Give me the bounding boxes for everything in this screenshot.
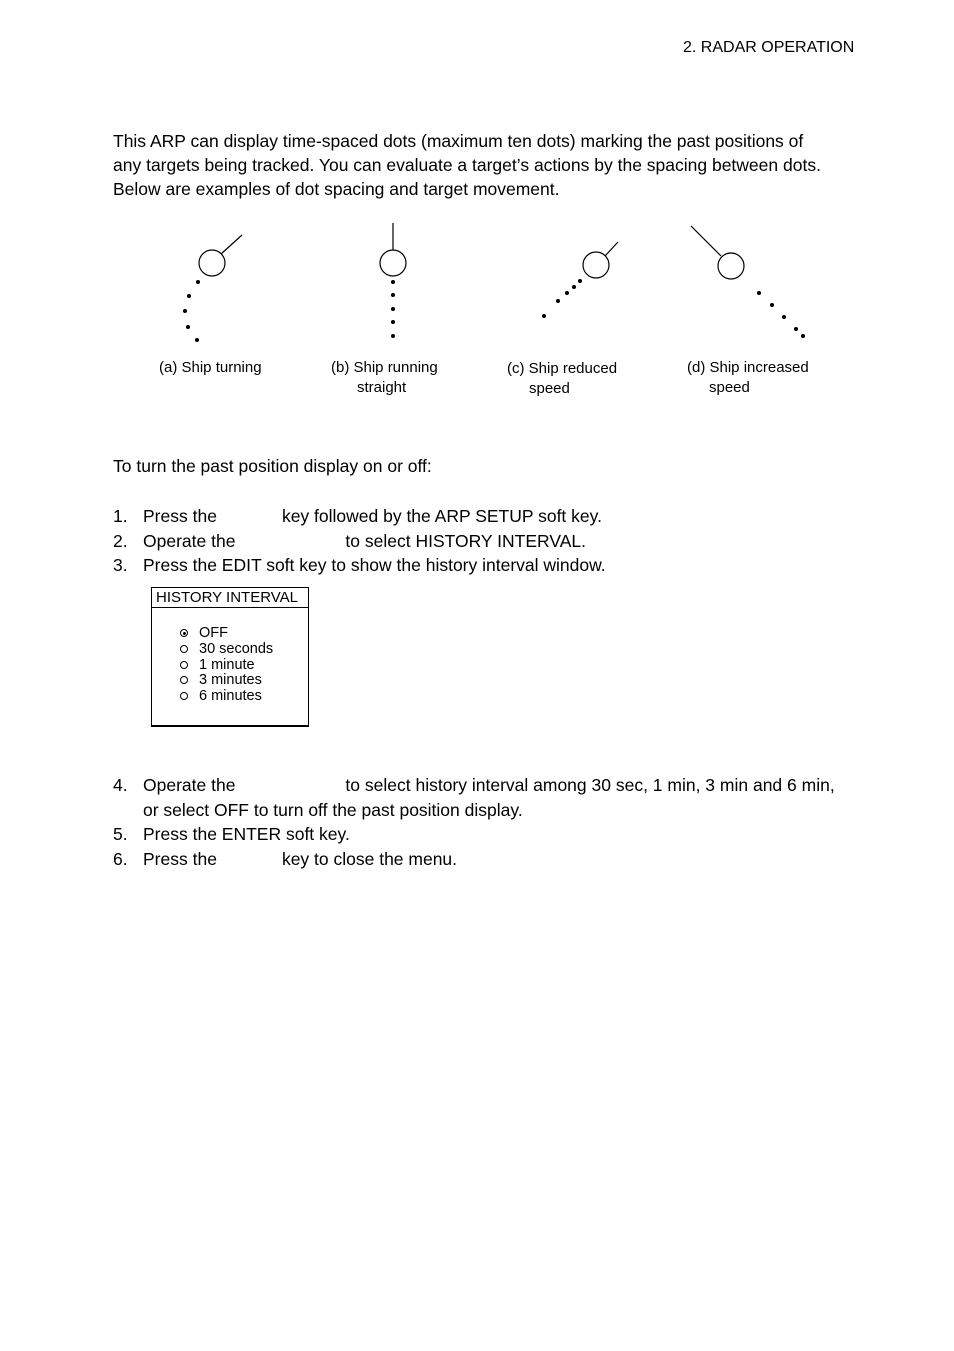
intro-line: any targets being tracked. You can evaluate a target’s actions by the spacing between dots.	[113, 155, 821, 175]
intro-paragraph	[113, 129, 883, 201]
section-header: 2. RADAR OPERATION	[683, 39, 855, 56]
caption-b: (b) Ship running straight	[331, 359, 438, 396]
past-position-dots	[757, 291, 805, 338]
procedure-lead: To turn the past position display on or off:	[113, 456, 432, 476]
target-c-ship-reduced-speed	[542, 242, 618, 318]
interval-options	[180, 626, 273, 705]
history-interval-window	[151, 587, 309, 727]
vector-line	[221, 235, 242, 254]
target-symbol	[380, 250, 406, 276]
target-a-ship-turning	[183, 235, 242, 342]
step-1: 1. Press the key followed by the ARP SETUP soft key.	[113, 506, 602, 526]
caption-a: (a) Ship turning	[159, 359, 262, 376]
step-6: 6. Press the key to close the menu.	[113, 848, 458, 869]
radio-icon[interactable]	[180, 645, 188, 653]
step-5: 5. Press the ENTER soft key.	[113, 824, 350, 844]
past-position-dots	[183, 280, 200, 342]
caption-c: (c) Ship reduced speed	[507, 360, 618, 397]
option-1-minute[interactable]: 1 minute	[180, 658, 273, 674]
radio-icon[interactable]	[180, 676, 188, 684]
caption-d: (d) Ship increased speed	[687, 359, 809, 396]
past-position-dots	[542, 279, 582, 318]
option-6-minutes[interactable]: 6 minutes	[180, 689, 273, 705]
step-3: 3. Press the EDIT soft key to show the history interval window.	[113, 555, 606, 575]
intro-line: Below are examples of dot spacing and target movement.	[113, 179, 560, 199]
procedure-steps-4-6	[113, 773, 893, 871]
radio-selected-icon[interactable]	[180, 629, 188, 637]
radio-icon[interactable]	[180, 661, 188, 669]
option-3-minutes[interactable]: 3 minutes	[180, 673, 273, 689]
step-4: 4. Operate the to select history interval among 30 sec, 1 min, 3 min and 6 min, or select OFF to turn off the past position display.	[113, 775, 835, 820]
vector-line	[605, 242, 618, 256]
past-position-dots	[391, 280, 395, 338]
target-symbol	[718, 253, 744, 279]
dot-spacing-figure	[140, 215, 840, 415]
step-2: 2. Operate the to select HISTORY INTERVAL.	[113, 530, 586, 551]
intro-line: This ARP can display time-spaced dots (maximum ten dots) marking the past positions of	[113, 131, 804, 151]
procedure-steps-1-3	[113, 504, 893, 578]
window-title: HISTORY INTERVAL	[152, 588, 308, 608]
target-d-ship-increased-speed	[691, 226, 805, 338]
target-b-ship-straight	[380, 223, 406, 338]
option-off[interactable]: OFF	[180, 626, 273, 642]
radio-icon[interactable]	[180, 692, 188, 700]
vector-line	[691, 226, 721, 256]
option-30-seconds[interactable]: 30 seconds	[180, 642, 273, 658]
